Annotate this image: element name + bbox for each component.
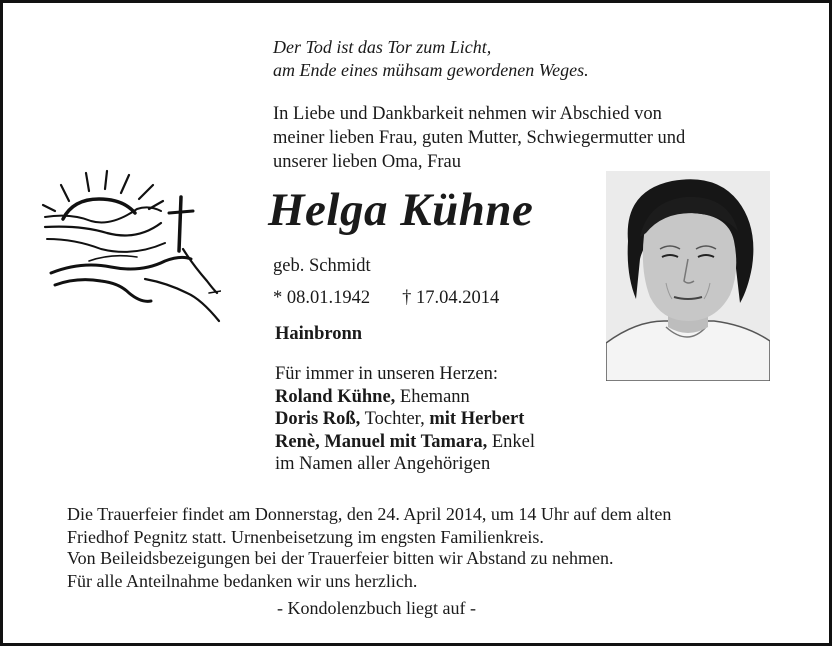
mourner-row: [275, 408, 535, 431]
maiden-name: geb. Schmidt: [273, 256, 371, 276]
sunrise-cross-icon: [41, 169, 221, 327]
portrait-photo: [606, 171, 770, 381]
mourner-name: Renè, Manuel mit Tamara,: [275, 431, 488, 452]
mourner-relation: Tochter,: [360, 409, 430, 429]
intro-line: meiner lieben Frau, guten Mutter, Schwiegermutter und: [273, 128, 686, 148]
life-dates: [273, 288, 499, 309]
mourner-partner: mit Herbert: [429, 409, 525, 429]
funeral-line: Die Trauerfeier findet am Donnerstag, den 24. April 2014, um 14 Uhr auf dem alten: [67, 504, 672, 524]
death-date: † 17.04.2014: [402, 288, 500, 308]
deceased-name: Helga Kühne: [268, 184, 534, 236]
mourner-relation: Ehemann: [395, 386, 470, 407]
mourners-block: [275, 363, 535, 476]
funeral-info: [67, 503, 671, 592]
residence: Hainbronn: [275, 324, 363, 344]
condolence-book-note: - Kondolenzbuch liegt auf -: [277, 598, 476, 618]
intro-line: In Liebe und Dankbarkeit nehmen wir Abschied von: [273, 104, 662, 124]
mourner-name: Roland Kühne,: [275, 386, 396, 407]
mourners-closing: im Namen aller Angehörigen: [275, 454, 491, 474]
funeral-line: Von Beileidsbezeigungen bei der Trauerfeier bitten wir Abstand zu nehmen.: [67, 548, 614, 568]
mourner-name: Doris Roß,: [275, 409, 361, 429]
funeral-line: Friedhof Pegnitz statt. Urnenbeisetzung im engsten Familienkreis.: [67, 526, 544, 547]
intro-text: [273, 102, 685, 174]
poem-line: am Ende eines mühsam gewordenen Weges.: [273, 60, 589, 80]
mourner-row: [275, 386, 535, 409]
mourner-relation: Enkel: [487, 431, 536, 452]
funeral-line: Für alle Anteilnahme bedanken wir uns herzlich.: [67, 570, 418, 591]
poem: [273, 36, 589, 82]
mourner-row: [275, 431, 535, 454]
intro-line: unserer lieben Oma, Frau: [273, 152, 462, 172]
mourners-heading: Für immer in unseren Herzen:: [275, 364, 498, 384]
birth-date: * 08.01.1942: [273, 288, 371, 308]
poem-line: Der Tod ist das Tor zum Licht,: [273, 37, 492, 57]
